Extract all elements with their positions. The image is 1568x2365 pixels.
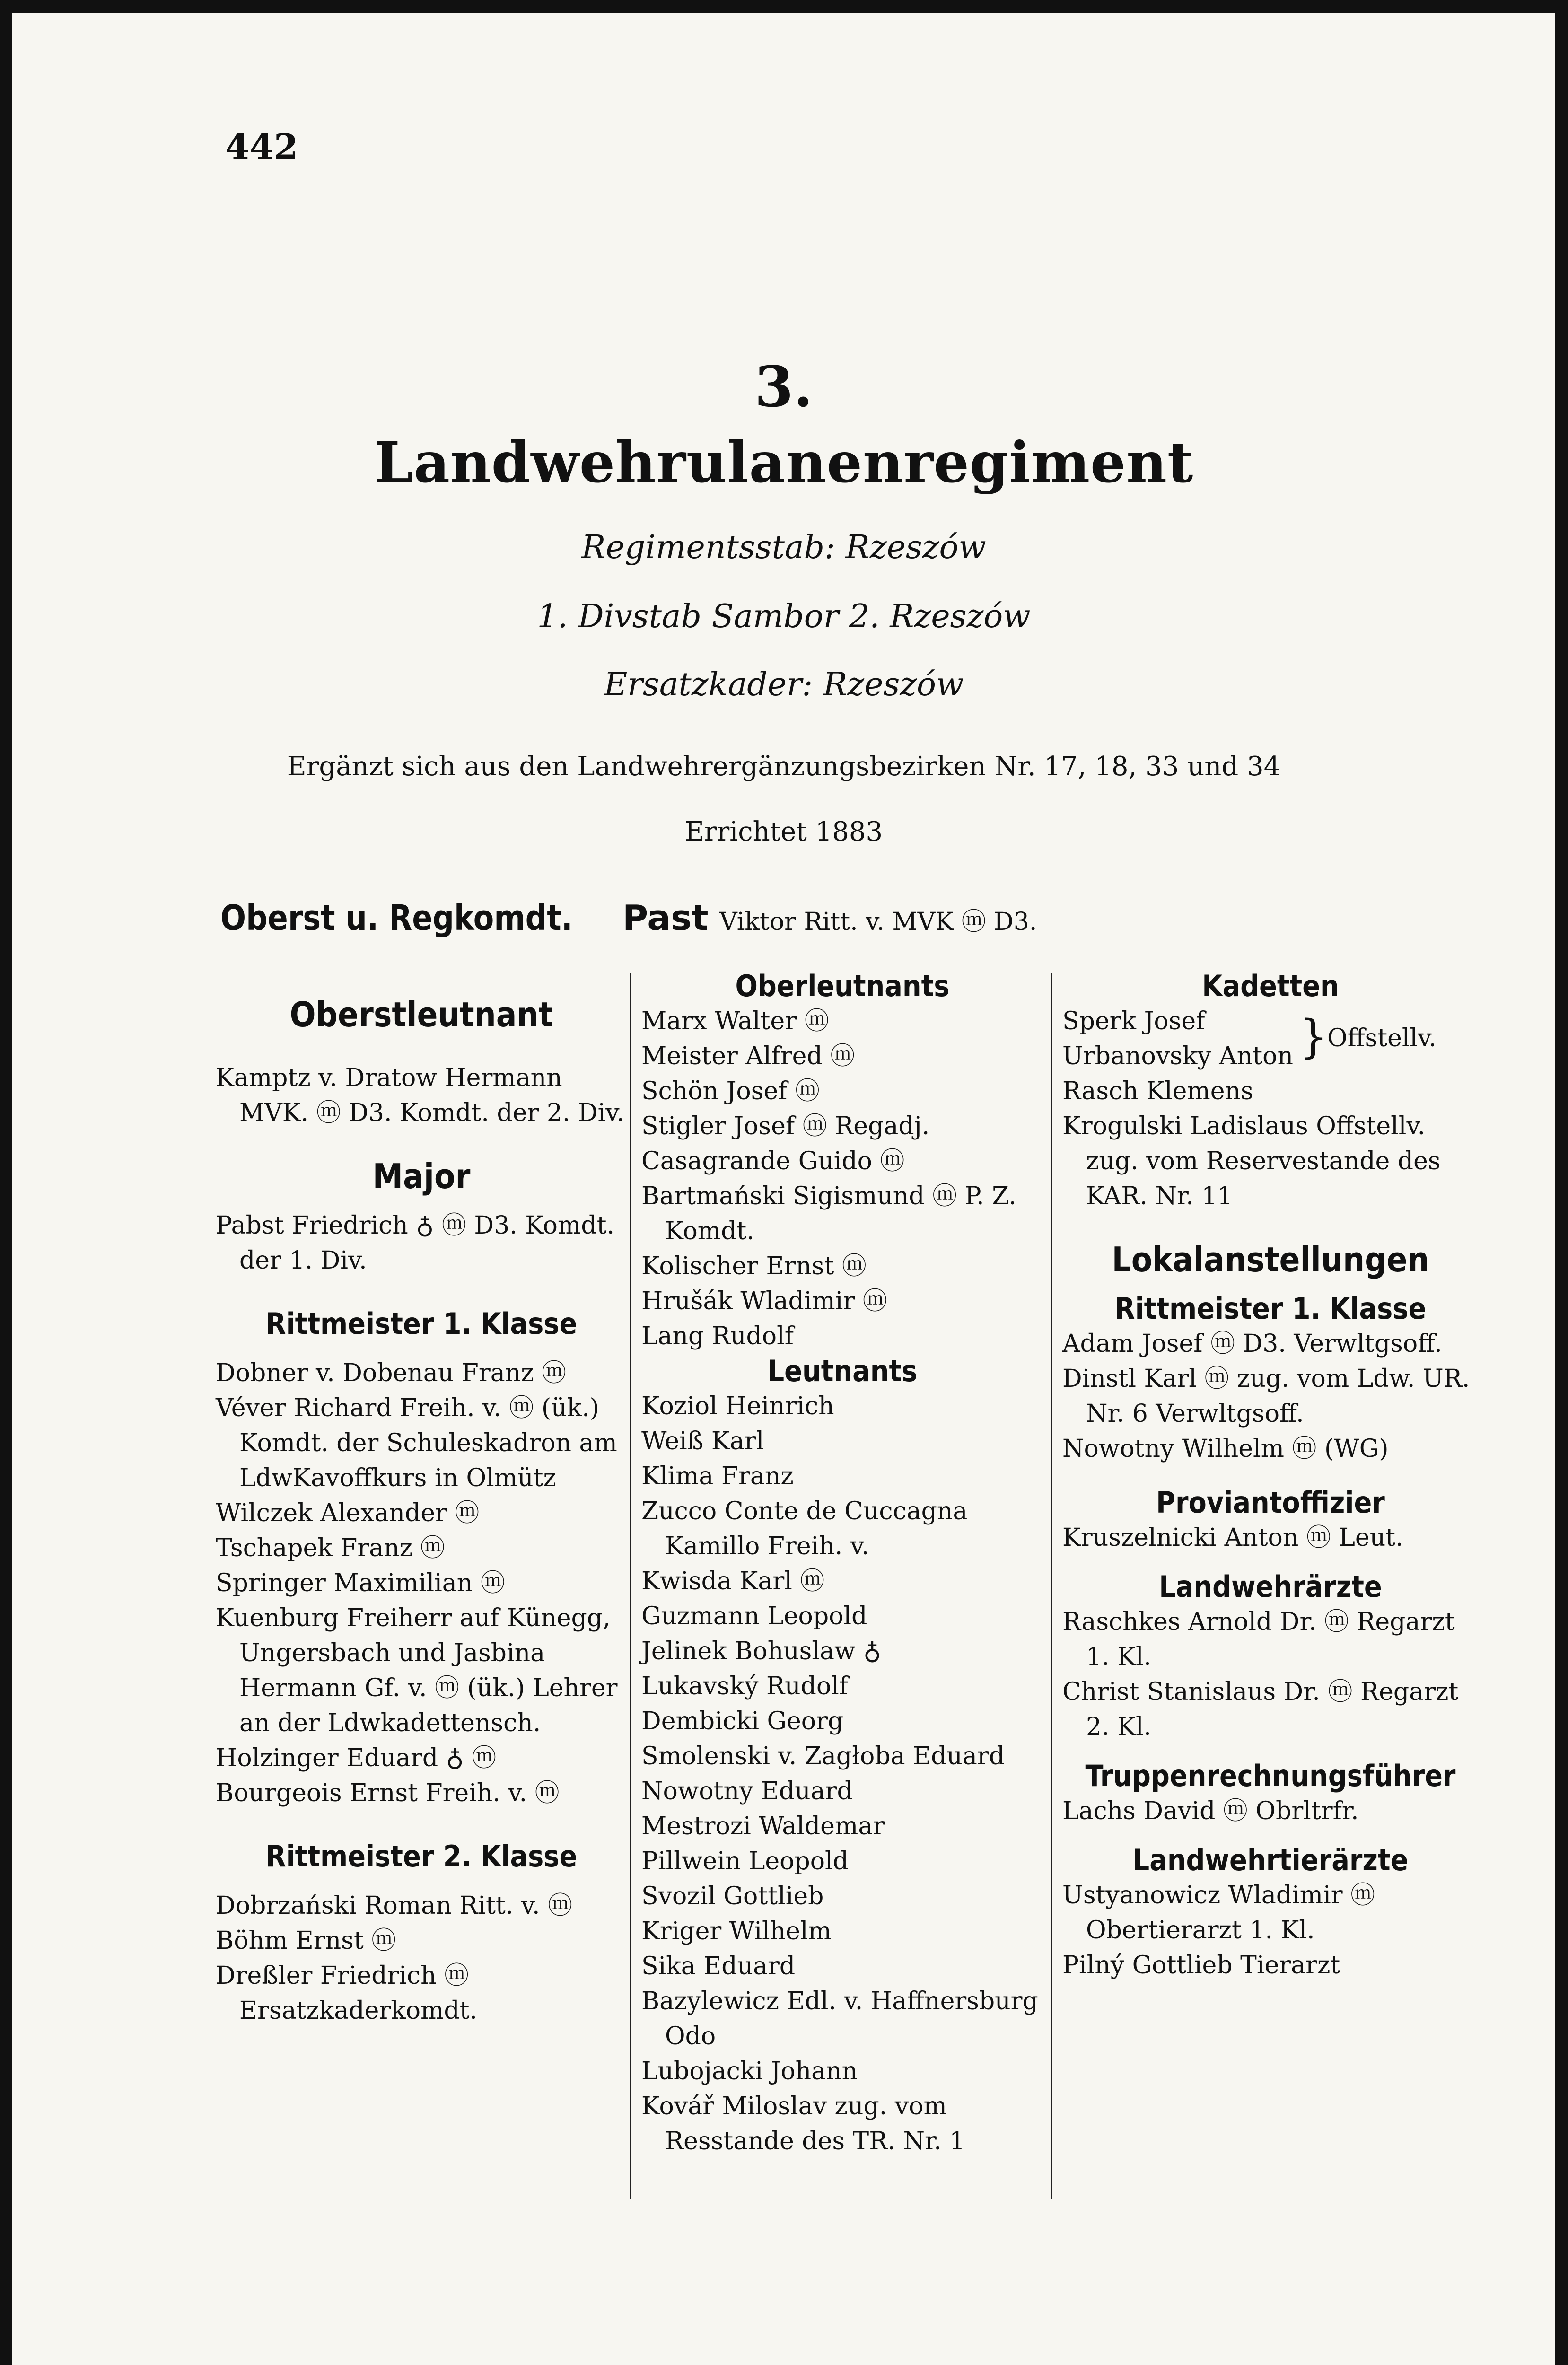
list-entry: Sika Eduard <box>641 1952 796 1980</box>
heading-rittmeister-1: Rittmeister 1. Klasse <box>265 1306 578 1341</box>
list-entry: Böhm Ernst ⓜ <box>216 1927 396 1955</box>
regiment-number: 3. <box>754 354 813 420</box>
list-entry: Tschapek Franz ⓜ <box>216 1534 445 1562</box>
column-divider-right <box>1051 973 1052 2199</box>
list-entry: Dreßler Friedrich ⓜ Ersatzkaderkomdt. <box>216 1962 478 2025</box>
list-entry: Bartmański Sigismund ⓜ P. Z. Komdt. <box>641 1182 1016 1245</box>
list-entry: Lubojacki Johann <box>641 2057 858 2085</box>
list-entry: Ustyanowicz Wladimir ⓜ Obertierarzt 1. Kl. <box>1062 1881 1375 1945</box>
page-number: 442 <box>225 127 298 167</box>
list-entry: Kolischer Ernst ⓜ <box>641 1252 867 1280</box>
brace-glyph: } <box>1299 1010 1328 1063</box>
list-entry: Kruszelnicki Anton ⓜ Leut. <box>1062 1524 1403 1552</box>
colonel-surname: Past <box>622 898 709 938</box>
list-entry: Véver Richard Freih. v. ⓜ (ük.) Komdt. der Schuleskadron am LdwKavoffkurs in Olmütz <box>216 1394 617 1492</box>
rechnungsfuehrer-list <box>1062 1794 1479 1829</box>
list-entry: Smolenski v. Zagłoba Eduard <box>641 1742 1005 1770</box>
colonel-details: Viktor Ritt. v. MVK ⓜ D3. <box>719 908 1037 936</box>
list-entry: Nowotny Wilhelm ⓜ (WG) <box>1062 1435 1389 1463</box>
list-entry: Koziol Heinrich <box>641 1392 834 1420</box>
entry: Kamptz v. Dratow Hermann MVK. ⓜ D3. Komdt. der 2. Div. <box>216 1064 625 1127</box>
heading-lieutenant-colonel: Oberstleutnant <box>289 995 553 1034</box>
colonel-label: Oberst u. Regkomdt. <box>220 898 573 938</box>
list-entry: Christ Stanislaus Dr. ⓜ Regarzt 2. Kl. <box>1062 1678 1459 1741</box>
list-entry: Kwisda Karl ⓜ <box>641 1567 825 1595</box>
kadetten-brace-group <box>1062 1004 1479 1074</box>
column-3 <box>1062 969 1479 1983</box>
heading-rittmeister-local: Rittmeister 1. Klasse <box>1114 1291 1427 1326</box>
leutnants-list <box>641 1389 1043 2159</box>
column-2 <box>641 969 1043 2159</box>
list-entry: Jelinek Bohuslaw ♁ <box>641 1637 882 1665</box>
heading-rittmeister-2: Rittmeister 2. Klasse <box>265 1839 578 1874</box>
list-entry: Meister Alfred ⓜ <box>641 1042 855 1070</box>
list-entry: Dembicki Georg <box>641 1707 844 1735</box>
list-entry: Urbanovsky Anton <box>1062 1042 1293 1070</box>
column-1 <box>216 969 627 2028</box>
page-title: Landwehrulanenregiment <box>374 429 1194 495</box>
heading-landwehrtieraerzte: Landwehrtierärzte <box>1132 1843 1409 1877</box>
list-entry: Bazylewicz Edl. v. Haffnersburg Odo <box>641 1987 1038 2050</box>
list-entry: Krogulski Ladislaus Offstellv. zug. vom Reservestande des KAR. Nr. 11 <box>1062 1112 1441 1210</box>
page <box>12 13 1555 2365</box>
list-entry: Nowotny Eduard <box>641 1777 853 1805</box>
heading-lokalanstellungen: Lokalanstellungen <box>1112 1240 1429 1279</box>
aerzte-list <box>1062 1604 1479 1744</box>
heading-major: Major <box>372 1156 471 1196</box>
heading-leutnants: Leutnants <box>767 1354 918 1388</box>
list-entry: Casagrande Guido ⓜ <box>641 1147 905 1175</box>
heading-proviantoffizier: Proviantoffizier <box>1156 1485 1385 1520</box>
list-entry: Kovář Miloslav zug. vom Resstande des TR. Nr. 1 <box>641 2092 965 2155</box>
staff-line: Regimentsstab: Rzeszów <box>581 529 986 566</box>
oberleutnants-list <box>641 1004 1043 1354</box>
list-entry: Weiß Karl <box>641 1427 764 1455</box>
list-entry: Hrušák Wladimir ⓜ <box>641 1287 887 1315</box>
colonel-entry <box>220 898 1037 938</box>
entry: Pabst Friedrich ♁ ⓜ D3. Komdt. der 1. Div. <box>216 1211 614 1275</box>
list-entry: Springer Maximilian ⓜ <box>216 1569 505 1597</box>
heading-oberleutnants: Oberleutnants <box>735 969 950 1003</box>
list-entry: Dinstl Karl ⓜ zug. vom Ldw. UR. Nr. 6 Verwltgsoff. <box>1062 1365 1470 1428</box>
list-entry: Kuenburg Freiherr auf Künegg, Ungersbach und Jasbina Hermann Gf. v. ⓜ (ük.) Lehrer an der Ldwkadettensch. <box>216 1604 618 1737</box>
kadetten-list-2 <box>1062 1074 1479 1214</box>
divisions-line: 1. Divstab Sambor 2. Rzeszów <box>537 598 1031 635</box>
list-entry: Holzinger Eduard ♁ ⓜ <box>216 1744 497 1772</box>
list-entry: Mestrozi Waldemar <box>641 1812 885 1840</box>
list-entry: Bourgeois Ernst Freih. v. ⓜ <box>216 1779 560 1807</box>
list-entry: Stigler Josef ⓜ Regadj. <box>641 1112 930 1140</box>
list-entry: Dobner v. Dobenau Franz ⓜ <box>216 1359 567 1387</box>
list-entry: Guzmann Leopold <box>641 1602 867 1630</box>
list-entry: Klima Franz <box>641 1462 794 1490</box>
proviant-list <box>1062 1520 1479 1555</box>
list-entry: Marx Walter ⓜ <box>641 1007 829 1035</box>
list-entry: Lachs David ⓜ Obrltrfr. <box>1062 1797 1359 1825</box>
colonel-name <box>622 898 1037 938</box>
founded-line: Errichtet 1883 <box>684 816 883 847</box>
list-entry: Dobrzański Roman Ritt. v. ⓜ <box>216 1892 573 1920</box>
list-entry: Raschkes Arnold Dr. ⓜ Regarzt 1. Kl. <box>1062 1608 1455 1671</box>
heading-landwehraerzte: Landwehrärzte <box>1159 1569 1382 1604</box>
brace-label: Offstellv. <box>1327 1024 1437 1052</box>
rittmeister-2-list <box>216 1888 627 2028</box>
list-entry: Lang Rudolf <box>641 1322 794 1350</box>
rittmeister-1-list <box>216 1356 627 1811</box>
local-rittmeister-list <box>1062 1326 1479 1466</box>
list-entry: Adam Josef ⓜ D3. Verwltgsoff. <box>1062 1330 1442 1358</box>
heading-kadetten: Kadetten <box>1202 969 1339 1003</box>
list-entry: Kriger Wilhelm <box>641 1917 832 1945</box>
list-entry: Rasch Klemens <box>1062 1077 1253 1105</box>
list-entry: Zucco Conte de Cuccagna Kamillo Freih. v. <box>641 1497 968 1560</box>
tieraerzte-list <box>1062 1878 1479 1983</box>
list-entry: Wilczek Alexander ⓜ <box>216 1499 480 1527</box>
list-entry: Sperk Josef <box>1062 1007 1205 1035</box>
list-entry: Schön Josef ⓜ <box>641 1077 820 1105</box>
list-entry: Pillwein Leopold <box>641 1847 849 1875</box>
recruitment-line: Ergänzt sich aus den Landwehrergänzungsbezirken Nr. 17, 18, 33 und 34 <box>287 751 1281 782</box>
reserve-line: Ersatzkader: Rzeszów <box>604 666 964 703</box>
heading-truppenrechnungsfuehrer: Truppenrechnungsführer <box>1085 1759 1456 1793</box>
list-entry: Svozil Gottlieb <box>641 1882 824 1910</box>
column-divider-left <box>630 973 631 2199</box>
list-entry: Lukavský Rudolf <box>641 1672 849 1700</box>
list-entry: Pilný Gottlieb Tierarzt <box>1062 1951 1340 1980</box>
